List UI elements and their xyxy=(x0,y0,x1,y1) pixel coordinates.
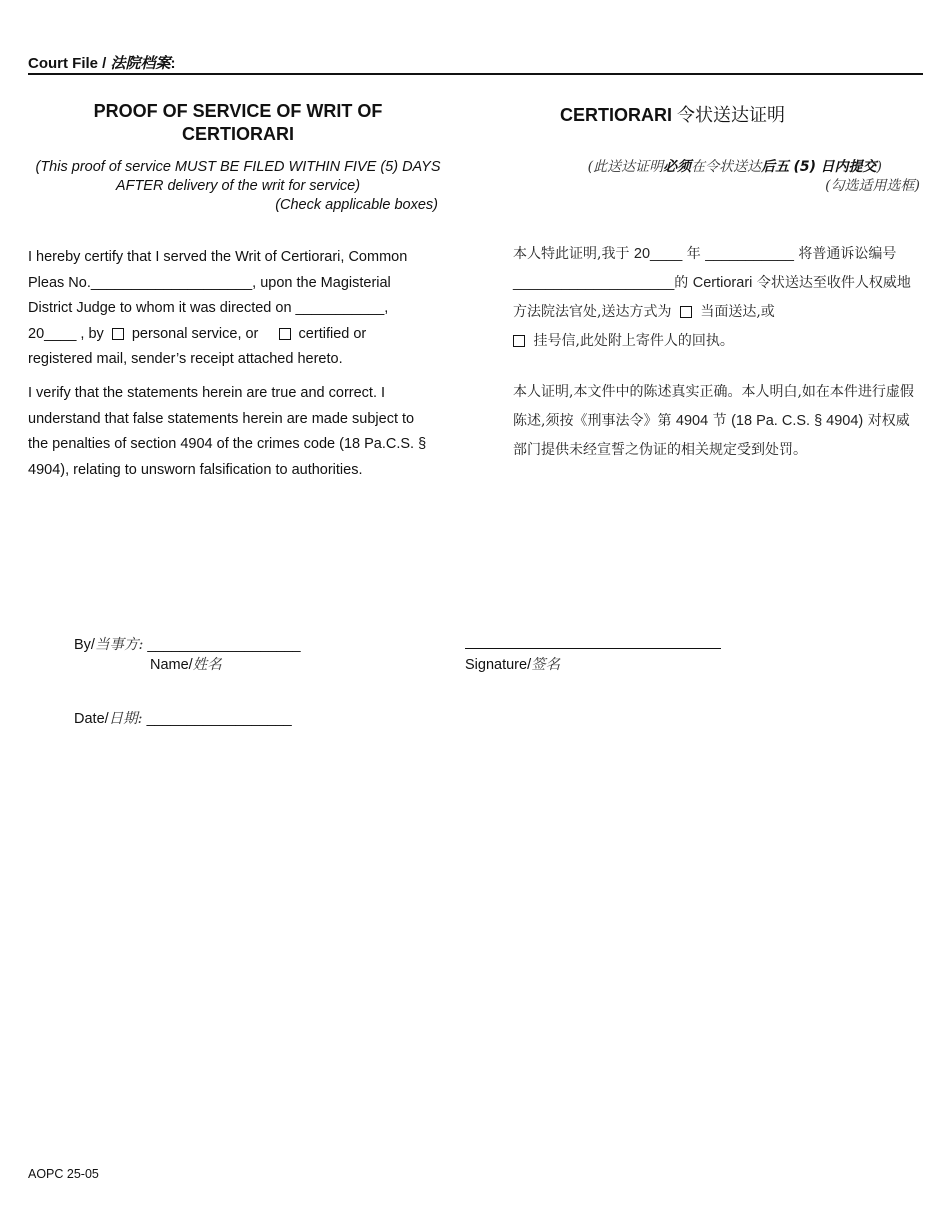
verify-zh-e: 对权威部门提供未经宣誓之伪证的相关规定受到处罚。 xyxy=(513,413,910,458)
form-id: AOPC 25-05 xyxy=(28,1167,99,1181)
cert-zh-c: 年 xyxy=(686,246,701,262)
certification-chinese xyxy=(513,240,923,356)
header-divider xyxy=(28,73,923,75)
cert-zh-b: 20____ xyxy=(633,246,683,262)
instr-zh-e: (5) xyxy=(793,159,817,175)
date-blank[interactable]: __________________ xyxy=(142,711,292,727)
verification-english: I verify that the statements herein are true and correct. I understand that false statements herein are made subject to the penalties of section 4904 of the crimes code (18 Pa.C.S. § 4904), relating to unsworn falsification to authorities. xyxy=(28,385,427,478)
certification-english xyxy=(28,245,428,373)
cert-zh-d: ___________ xyxy=(705,246,794,262)
instr-zh-c: 在令状送达 xyxy=(691,159,762,175)
signature-label-en: Signature/ xyxy=(465,657,532,673)
title-chinese-latin: CERTIORARI xyxy=(560,105,672,125)
check-note-chinese: (勾选适用选框) xyxy=(825,178,920,194)
certified-mail-label-zh: 挂号信,此处附上寄件人的回执。 xyxy=(533,333,734,349)
cert-zh-f: ____________________ xyxy=(513,275,675,291)
instruction-chinese xyxy=(480,158,920,196)
title-english: PROOF OF SERVICE OF WRIT OF CERTIORARI xyxy=(93,101,383,144)
name-caption xyxy=(150,653,222,674)
instruction-english-text: (This proof of service MUST BE FILED WITHIN FIVE (5) DAYS AFTER delivery of the writ for service) xyxy=(35,159,441,194)
verify-zh-b: 4904 xyxy=(675,413,709,429)
instr-zh-a: (此送达证明 xyxy=(587,159,664,175)
court-file-en: Court File xyxy=(28,55,98,72)
certified-mail-checkbox-en[interactable] xyxy=(279,328,291,340)
date-label-zh: 日期: xyxy=(108,711,143,727)
instruction-english xyxy=(28,158,448,215)
verify-zh-c: 节 xyxy=(712,413,727,429)
name-label-en: Name/ xyxy=(150,657,193,673)
verify-zh-a: 本人证明,本文件中的陈述真实正确。本人明白,如在本件进行虚假陈述,须按《刑事法令》第 xyxy=(513,384,914,429)
check-note-english: (Check applicable boxes) xyxy=(275,197,438,213)
instr-zh-d: 后五 xyxy=(761,159,790,175)
certification-english-text: I hereby certify that I served the Writ of Certiorari, Common Pleas No.____________________, upon the Magisterial District Judge to whom it was directed on ___________, 20____ , by xyxy=(28,249,408,342)
instr-zh-b: 必须 xyxy=(663,159,692,175)
date-label-en: Date/ xyxy=(74,711,109,727)
court-file-zh: 法院档案 xyxy=(110,54,171,72)
personal-service-label-zh: 当面送达,或 xyxy=(700,304,775,320)
by-label-zh: 当事方: xyxy=(94,637,144,653)
cert-zh-g: 的 xyxy=(674,275,689,291)
signature-caption xyxy=(465,653,560,674)
by-label-en: By/ xyxy=(74,637,95,653)
verification-chinese xyxy=(513,378,923,465)
cert-zh-e: 将普通诉讼编号 xyxy=(798,246,897,262)
certified-mail-checkbox-zh[interactable] xyxy=(513,335,525,347)
court-file-colon: : xyxy=(170,55,176,72)
court-file-separator: / xyxy=(98,55,111,72)
name-label-zh: 姓名 xyxy=(192,657,222,673)
by-field[interactable] xyxy=(74,633,301,654)
court-file-label xyxy=(28,52,176,73)
by-blank[interactable]: ___________________ xyxy=(143,637,301,653)
personal-service-label-en: personal service, or xyxy=(131,325,259,342)
date-field[interactable] xyxy=(74,707,292,728)
personal-service-checkbox-zh[interactable] xyxy=(680,306,692,318)
cert-zh-i: 令状送达至收件人权威地方法院法官处,送达方式为 xyxy=(513,275,911,320)
title-chinese xyxy=(560,101,785,127)
signature-line[interactable] xyxy=(465,648,721,649)
certified-mail-label-en: certified or registered mail, sender’s receipt attached hereto. xyxy=(28,325,367,367)
verify-zh-d: (18 Pa. C.S. § 4904) xyxy=(731,413,864,429)
cert-zh-a: 本人特此证明,我于 xyxy=(513,246,630,262)
instr-zh-g: ) xyxy=(876,159,882,175)
instr-zh-f: 日内提交 xyxy=(820,159,877,175)
personal-service-checkbox-en[interactable] xyxy=(112,328,124,340)
signature-label-zh: 签名 xyxy=(531,657,561,673)
cert-zh-h: Certiorari xyxy=(692,275,753,291)
title-chinese-text: 令状送达证明 xyxy=(677,105,786,126)
